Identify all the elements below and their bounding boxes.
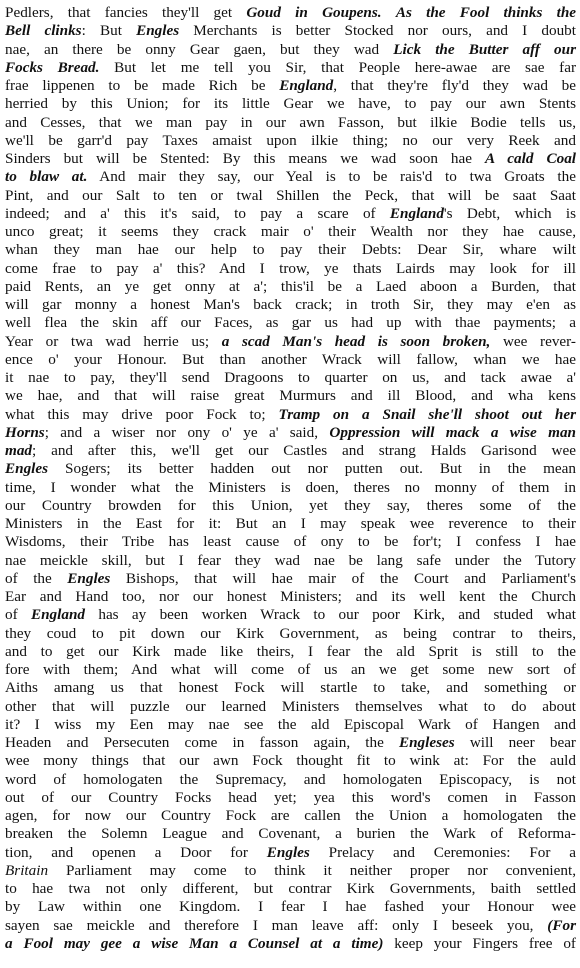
emphasized-phrase: A cald Coal	[485, 150, 577, 167]
text-run: breaken the Solemn League and Covenant, a burien the Wark of Reforma-	[5, 825, 576, 843]
text-run: it? I wiss my Een may nae see the ald Episcopal Wark of Hangen and	[5, 715, 576, 733]
emphasized-phrase: Horns	[5, 423, 45, 441]
emphasized-phrase: Britain	[5, 861, 49, 879]
text-run: Pint, and our Salt to ten or twal Shillen the Peck, that will be saat Saat	[5, 186, 576, 204]
emphasized-phrase: Lick the Butter aff our	[393, 40, 576, 58]
text-run: Wisdoms, their Tribe has least cause of ony to be for't; I confess I hae	[5, 533, 576, 551]
text-run: they coud to pit down our Kirk Government, as being contrar to theirs,	[5, 624, 576, 642]
text-run: wee mony things that our awn Fock thought fit to wink at: For the auld	[5, 752, 576, 770]
text-run: Headen and Persecuten come in fasson again, the	[5, 734, 399, 751]
text-run: fore with them; And what will come of us an we get some new sort of	[5, 661, 576, 678]
text-line	[5, 933, 576, 955]
text-run: Ministers in the East for it: But an I may speak wee reverence to their	[5, 515, 576, 532]
text-run: we'll be garr'd pay Taxes amaist upon ilkie thing; no our very Reek and	[5, 131, 576, 149]
emphasized-phrase: England	[279, 77, 334, 94]
emphasized-phrase: Tramp on a Snail she'll shoot out her	[278, 405, 576, 423]
text-run: out of our Country Focks head yet; yea this word's comen in Fasson	[5, 788, 576, 806]
emphasized-phrase: Bell clinks	[5, 22, 82, 40]
text-run: Aiths amang us that honest Fock will startle to take, and something or	[5, 679, 576, 697]
text-run: keep your Fingers free of	[383, 934, 576, 952]
text-run: will gar monny a honest Man's back crack; in troth Sir, they may e'en as	[5, 296, 576, 313]
text-run	[382, 4, 396, 21]
text-run: ; and after this, we'll get our Castles and strang Halds Garisond wee	[32, 442, 576, 459]
text-run: we hae, and that will raise great Murmurs and ill Blood, and wha kens	[5, 387, 576, 405]
text-run: ence o' your Honour. But than another Wrack will fallow, whan we hae	[5, 350, 576, 368]
emphasized-phrase: mad	[5, 442, 33, 459]
document-page	[5, 4, 576, 964]
text-run: of the	[5, 569, 68, 587]
text-run: sayen sae meickle and therefore I man leave aff: only I beseek you,	[5, 916, 548, 934]
text-run: will neer bear	[454, 734, 576, 751]
emphasized-phrase: Engles	[136, 22, 180, 40]
text-run: And mair they say, our Yeal is to be rais'd to twa Groats the	[87, 168, 576, 186]
text-run: herried by this Union; for its little Gear we have, to pay our awn Stents	[5, 95, 576, 113]
emphasized-phrase: Engles	[266, 843, 310, 861]
text-run: Bishops, that will hae mair of the Court and Parliament's	[110, 569, 576, 587]
text-run: Merchants is better Stocked nor ours, and I doubt	[179, 22, 576, 40]
text-run: of	[5, 606, 31, 624]
emphasized-phrase: Oppression will mack a wise man	[329, 423, 576, 441]
text-run: , that they're fly'd they wad be	[333, 77, 576, 94]
emphasized-phrase: to blaw at.	[5, 168, 88, 186]
text-run: whan they man hae our help to pay their Debts: Dear Sir, whare wilt	[5, 241, 576, 259]
emphasized-phrase: As the Fool thinks the	[395, 4, 577, 21]
text-run: Sinders but will be Stented: By this means we wad soon hae	[5, 150, 486, 167]
text-run: frae lippenen to be made Rich be	[5, 77, 280, 94]
text-run: well flea the skin aff our Faces, as gar us had up with thae payments; a	[5, 314, 576, 332]
text-run: by Law within one Kingdom. I fear I hae fashed your Honour wee	[5, 898, 576, 916]
emphasized-phrase: Engles	[67, 569, 111, 587]
emphasized-phrase: Engles	[5, 460, 49, 478]
text-run: our Country browden for this Union, yet they say, theres some of the	[5, 496, 576, 514]
text-run: tion, and openen a Door for	[5, 843, 267, 861]
text-run: : But	[81, 22, 137, 40]
text-run: it nae to pay, they'll send Dragoons to quarter on us, and tack awae a'	[5, 369, 576, 386]
text-run: nae, an there be onny Gear gaen, but they wad	[5, 40, 394, 58]
emphasized-phrase: a scad Man's head is soon broken,	[221, 332, 491, 350]
text-run: agen, for now our Country Fock are callen the Union a homologaten the	[5, 807, 576, 824]
text-run: and to get our Kirk made like theirs, I fear the ald Sprit is still to the	[5, 642, 576, 660]
emphasized-phrase: Engleses	[398, 734, 455, 751]
text-run: 's Debt, which is	[443, 204, 576, 222]
text-run: come frae to pay a' this? And I trow, ye thats Lairds may look for ill	[5, 259, 576, 277]
text-run: has ay been worken Wrack to our poor Kirk, and studed what	[85, 606, 576, 624]
text-run: time, I wonder what the Ministers is doen, theres no monny of them in	[5, 478, 576, 496]
text-run: Prelacy and Ceremonies: For a	[309, 843, 576, 861]
text-run: paid Rents, an ye get onny at a'; this'il be a Laed aboon a Burden, that	[5, 277, 576, 295]
text-run: ; and a wiser nor ony o' ye a' said,	[44, 423, 330, 441]
text-run: nae meickle skill, but I fear they wad nae be lang safe under the Tutory	[5, 551, 576, 569]
text-run: Parliament may come to think it neither proper nor convenient,	[48, 861, 576, 879]
emphasized-phrase: Focks Bread.	[5, 58, 100, 76]
text-run: and Cesses, that we man pay in our awn Fasson, but ilkie Bodie tells us,	[5, 113, 576, 131]
text-run: But let me tell you Sir, that People here-awae are sae far	[99, 58, 576, 76]
text-run: to hae twa not only different, but contrar Kirk Governments, baith settled	[5, 880, 576, 897]
text-run: wee rever-	[490, 332, 576, 350]
text-run: what this may drive poor Fock to;	[5, 405, 279, 423]
text-run: Ear and Hand too, nor our honest Ministers; and its well kent the Church	[5, 588, 576, 605]
text-run: Year or twa wad herrie us;	[5, 332, 222, 350]
emphasized-phrase: England	[389, 204, 444, 222]
text-run: Sogers; its better hadden out nor putten out. But in the mean	[48, 460, 576, 478]
text-run: word of homologaten the Supremacy, and homologaten Episcopacy, is not	[5, 770, 576, 788]
emphasized-phrase: England	[30, 606, 86, 624]
emphasized-phrase: a Fool may gee a wise Man a Counsel at a time)	[5, 934, 384, 952]
text-run: indeed; and a' this it's said, to pay a scare of	[5, 204, 390, 222]
text-run: unco great; it seems they crack mair o' their Wealth nor they hae cause,	[5, 223, 576, 240]
text-run: Pedlers, that fancies they'll get	[5, 4, 247, 21]
emphasized-phrase: Goud in Goupens.	[246, 4, 382, 21]
emphasized-phrase: (For	[547, 916, 576, 934]
text-run: other that will puzzle our learned Ministers themselves what to do about	[5, 697, 576, 715]
